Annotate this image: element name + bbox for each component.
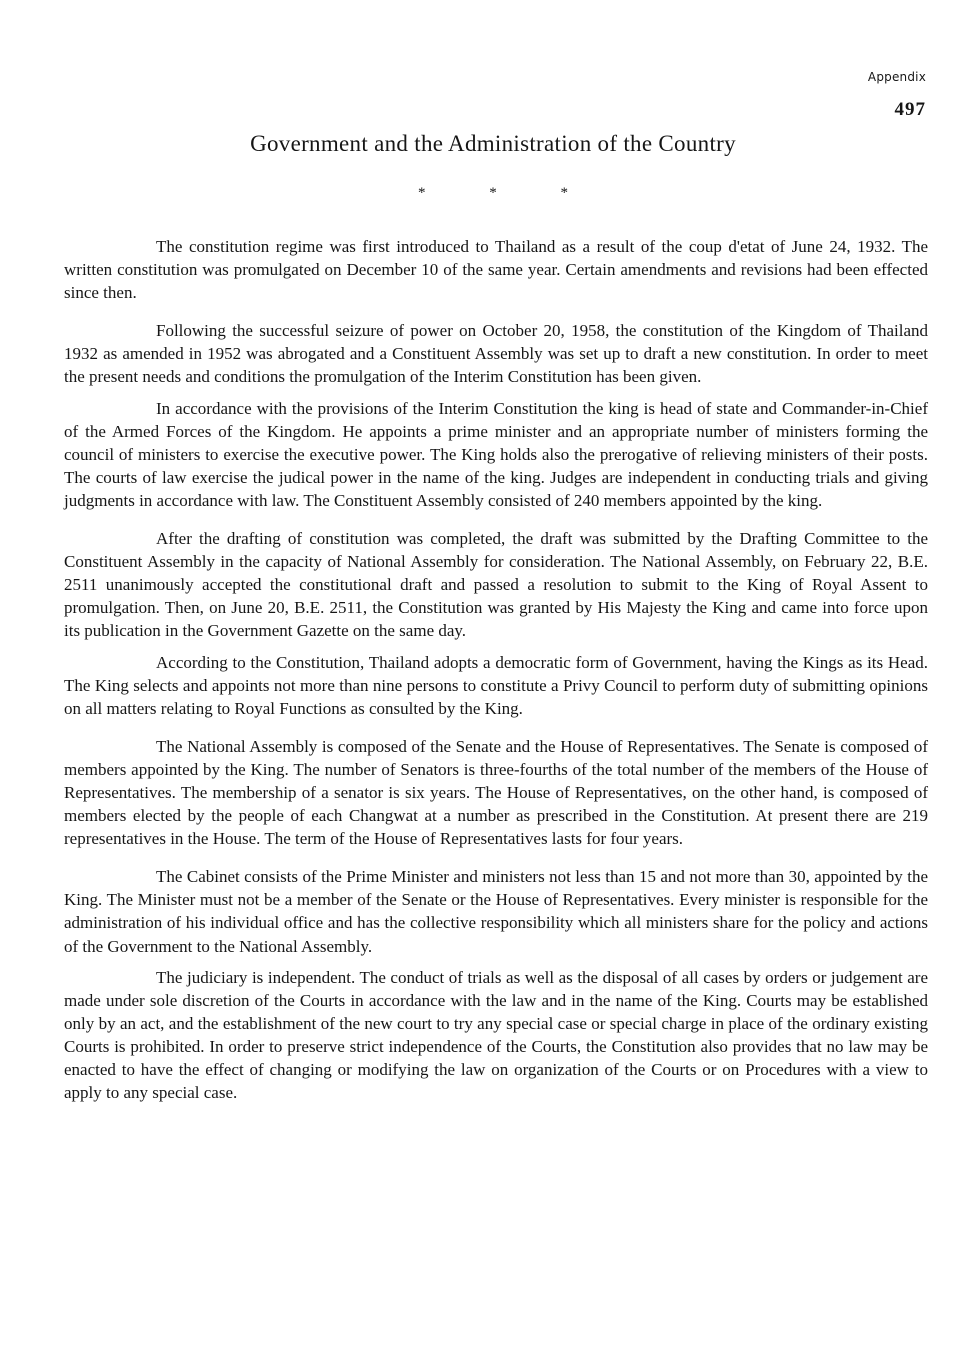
paragraph-national-assembly: The National Assembly is composed of the Senate and the House of Representatives. The Senate is composed of members appointed by the King. The number of Senators is three-fourths of the total number of the members of the House of Representatives. The membership of a senator is six years. The House of Representatives, on the other hand, is composed of members elected by the people of each Changwat at a number as prescribed in the Constitution. At present there are 219 representatives in the House. The term of the House of Representatives lasts for four years. [64, 736, 928, 849]
page-title: Government and the Administration of the Country [250, 131, 736, 156]
section-separator: * * * [418, 185, 568, 201]
body-text [64, 235, 928, 1104]
paragraph-constitution-intro: The constitution regime was first introduced to Thailand as a result of the coup d'etat of June 24, 1932. The written constitution was promulgated on December 10 of the same year. Certain amendments and revisions had been effected since then. [64, 237, 928, 303]
paragraph-drafting: After the drafting of constitution was completed, the draft was submitted by the Drafting Committee to the Constituent Assembly in the capacity of National Assembly for consideration. The National Assembly, on February 22, B.E. 2511 unanimously accepted the constitutional draft and passed a resolution to submit to the King of Royal Assent to promulgation. Then, on June 20, B.E. 2511, the Constitution was granted by His Majesty the King and came into force upon its publication in the Government Gazette on the same day. [64, 529, 928, 641]
paragraph-cabinet: The Cabinet consists of the Prime Minister and ministers not less than 15 and not more than 30, appointed by the King. The Minister must not be a member of the Senate or the House of Representatives. Every minister is responsible for the administration of his individual office and has the collective responsibility which all ministers share for the policy and actions of the Government to the National Assembly. [64, 867, 928, 956]
paragraph-privy-council: According to the Constitution, Thailand adopts a democratic form of Government, having the Kings as its Head. The King selects and appoints not more than nine persons to constitute a Privy Council to perform duty of submitting opinions on all matters relating to Royal Functions as consulted by the King. [64, 652, 928, 718]
paragraph-interim-constitution: In accordance with the provisions of the Interim Constitution the king is head of state and Commander-in-Chief of the Armed Forces of the Kingdom. He appoints a prime minister and an appropriate number of ministers forming the council of ministers to exercise the executive power. The King holds also the prerogative of relieving ministers of their posts. The courts of law exercise the judical power in the name of the king. Judges are independent in conducting trials and giving judgments in accordance with law. The Constituent Assembly consisted of 240 members appointed by the king. [64, 398, 928, 510]
paragraph-1958-seizure: Following the successful seizure of power on October 20, 1958, the constitution of the Kingdom of Thailand 1932 as amended in 1952 was abrogated and a Constituent Assembly was set up to draft a new constitution. In order to meet the present needs and conditions the promulgation of the Interim Constitution has been given. [64, 321, 928, 387]
running-header: Appendix [867, 70, 926, 84]
page-number: 497 [894, 99, 926, 120]
paragraph-judiciary: The judiciary is independent. The conduct of trials as well as the disposal of all cases by orders or judgement are made under sole discretion of the Courts in accordance with the law and in the name of the King. Courts may be established only by an act, and the establishment of the new court to try any special case or special charge in place of the ordinary existing Courts is prohibited. In order to preserve strict independence of the Courts, the Constitution also provides that no law may be enacted to have the effect of changing or modifying the law on organization of the Courts or on Procedures with a view to apply to any special case. [64, 967, 928, 1103]
